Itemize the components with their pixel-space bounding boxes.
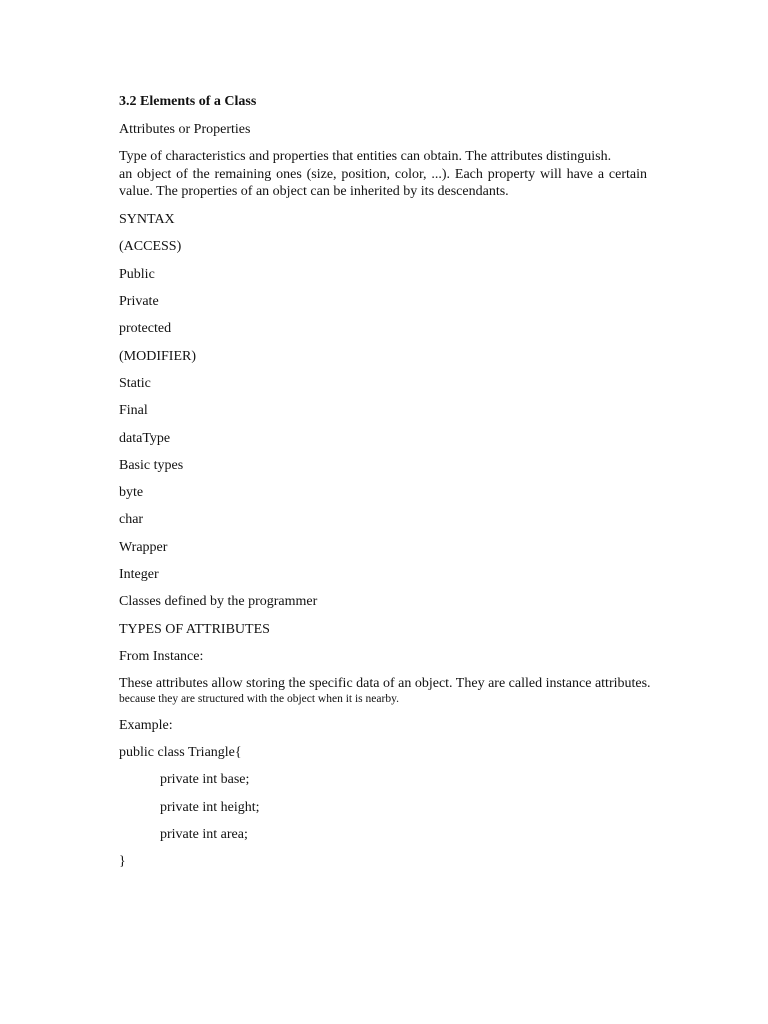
from-instance-label: From Instance: xyxy=(119,648,204,664)
wrapper-label: Wrapper xyxy=(119,539,168,555)
access-private: Private xyxy=(119,294,159,310)
section-title: 3.2 Elements of a Class xyxy=(119,94,257,109)
description-line-2: an object of the remaining ones (size, position, color, ...). Each property will have a certain xyxy=(119,166,647,182)
instance-description xyxy=(119,675,659,706)
subtitle: Attributes or Properties xyxy=(119,121,251,137)
access-label: (ACCESS) xyxy=(119,239,182,255)
description-paragraph xyxy=(119,148,659,201)
code-class-close: } xyxy=(119,854,126,870)
type-char: char xyxy=(119,512,144,528)
document-content xyxy=(119,93,659,881)
programmer-classes-label: Classes defined by the programmer xyxy=(119,594,318,610)
modifier-static: Static xyxy=(119,375,151,391)
basic-types-label: Basic types xyxy=(119,457,184,473)
syntax-label: SYNTAX xyxy=(119,212,175,228)
code-field-base: private int base; xyxy=(160,772,250,788)
instance-description-line-1: These attributes allow storing the specific data of an object. They are called instance attributes. xyxy=(119,676,651,692)
example-label: Example: xyxy=(119,717,173,733)
code-class-open: public class Triangle{ xyxy=(119,745,242,761)
access-public: Public xyxy=(119,266,155,282)
datatype-label: dataType xyxy=(119,430,171,446)
description-line-3: value. The properties of an object can be inherited by its descendants. xyxy=(119,184,509,200)
description-line-1: Type of characteristics and properties that entities can obtain. The attributes distinguish. xyxy=(119,149,612,165)
type-byte: byte xyxy=(119,485,144,501)
types-of-attributes-heading: TYPES OF ATTRIBUTES xyxy=(119,621,270,637)
modifier-final: Final xyxy=(119,403,148,419)
code-field-height: private int height; xyxy=(160,799,260,815)
modifier-label: (MODIFIER) xyxy=(119,348,196,364)
instance-description-line-2: because they are structured with the object when it is nearby. xyxy=(119,693,399,706)
type-integer: Integer xyxy=(119,567,159,583)
access-protected: protected xyxy=(119,321,172,337)
code-field-area: private int area; xyxy=(160,826,248,842)
